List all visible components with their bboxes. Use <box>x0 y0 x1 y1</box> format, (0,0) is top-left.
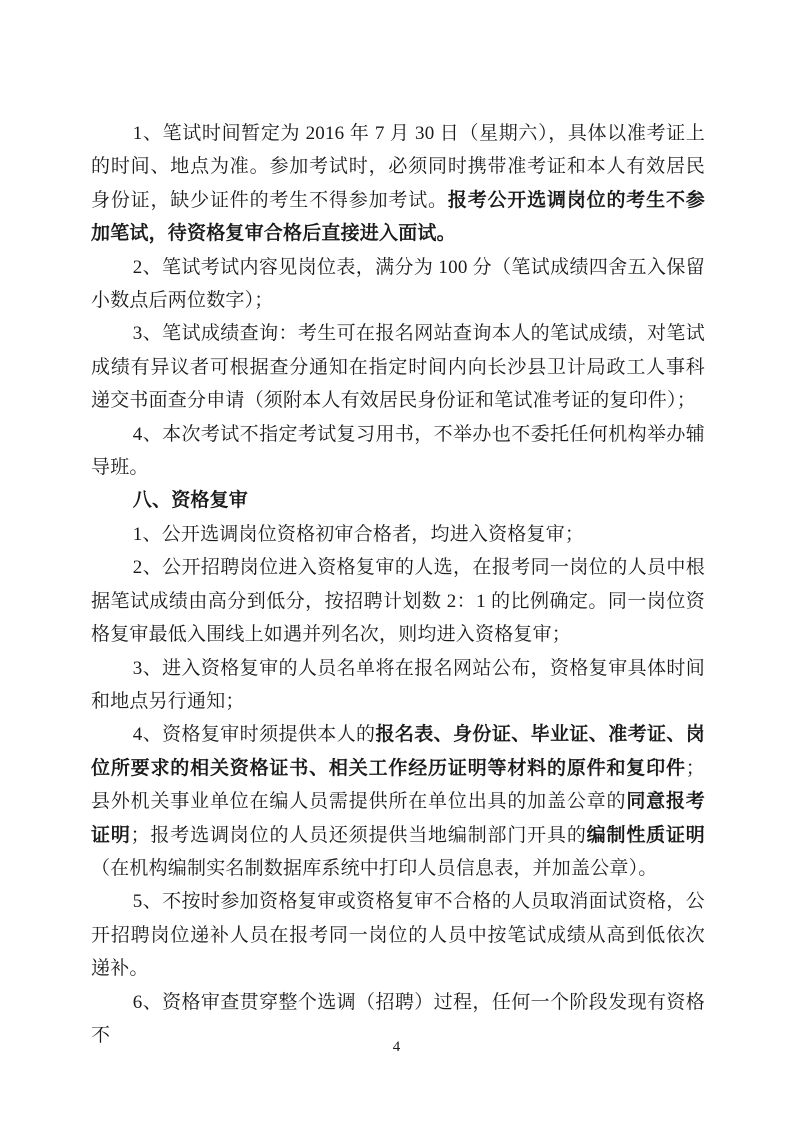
text-run: 2、笔试考试内容见岗位表，满分为 100 分（笔试成绩四舍五入保留小数点后两位数字）； <box>91 256 705 312</box>
text-run: 4、资格复审时须提供本人的 <box>132 724 376 746</box>
paragraph <box>91 652 705 719</box>
text-run: 2、公开招聘岗位进入资格复审的人选，在报考同一岗位的人员中根据笔试成绩由高分到低分，按招聘计划数 2：1 的比例确定。同一岗位资格复审最低入围线上如遇并列名次，则均进入资格复审； <box>91 557 705 646</box>
text-run: 1、公开选调岗位资格初审合格者，均进入资格复审； <box>132 523 585 545</box>
text-run: ；县外机关事业单位在编人员需提供所在单位出具的加盖公章的 <box>91 757 705 813</box>
paragraph <box>91 551 705 651</box>
text-run: 3、进入资格复审的人员名单将在报名网站公布，资格复审具体时间和地点另行通知； <box>91 657 705 712</box>
paragraph <box>91 885 705 985</box>
page-number: 4 <box>392 1039 401 1055</box>
document-body <box>91 117 705 1052</box>
paragraph <box>91 718 705 885</box>
paragraph <box>91 418 705 485</box>
section-heading <box>91 484 705 517</box>
paragraph <box>91 117 705 251</box>
bold-text-run: 同意报考证明 <box>91 791 705 846</box>
text-run: （在机构编制实名制数据库系统中打印人员信息表，并加盖公章）。 <box>91 857 658 879</box>
text-run: 1、笔试时间暂定为 2016 年 7 月 30 日（星期六），具体以准考证上的时间、地点为准。参加考试时，必须同时携带准考证和本人有效居民身份证，缺少证件的考生不得参加考试。 <box>91 123 705 211</box>
text-run: 3、笔试成绩查询：考生可在报名网站查询本人的笔试成绩，对笔试成绩有异议者可根据查分通知在指定时间内向长沙县卫计局政工人事科递交书面查分申请（须附本人有效居民身份证和笔试准考证的复印件）； <box>91 323 705 412</box>
text-run: 5、不按时参加资格复审或资格复审不合格的人员取消面试资格，公开招聘岗位递补人员在报考同一岗位的人员中按笔试成绩从高到低依次递补。 <box>91 891 705 980</box>
text-run: ；报考选调岗位的人员还须提供当地编制部门开具的 <box>130 824 587 846</box>
text-run: 6、资格审查贯穿整个选调（招聘）过程，任何一个阶段发现有资格不 <box>91 991 705 1046</box>
bold-text-run: 报名表、身份证、毕业证、准考证、岗位所要求的相关资格证书、相关工作经历证明等材料的原件和复印件 <box>91 724 705 779</box>
bold-text-run: 报考公开选调岗位的考生不参加笔试，待资格复审合格后直接进入面试。 <box>91 189 705 245</box>
paragraph <box>91 518 705 551</box>
paragraph <box>91 251 705 318</box>
text-run: 4、本次考试不指定考试复习用书，不举办也不委托任何机构举办辅导班。 <box>91 423 705 479</box>
bold-text-run: 编制性质证明 <box>586 824 706 846</box>
bold-text-run: 八、资格复审 <box>132 490 248 512</box>
paragraph <box>91 317 705 417</box>
